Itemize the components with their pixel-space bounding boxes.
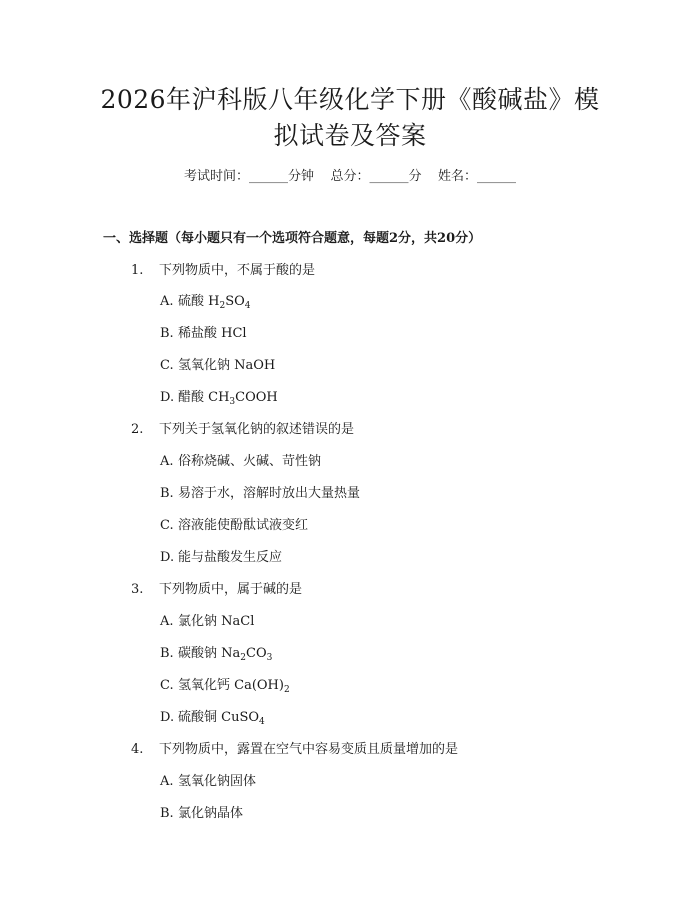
question-1 — [131, 261, 315, 281]
option-letter: A. — [160, 614, 174, 629]
option-letter: A. — [160, 294, 174, 309]
question-text: 下列物质中，露置在空气中容易变质且质量增加的是 — [159, 742, 459, 757]
option-text: 氯化钠晶体 — [178, 806, 244, 821]
question-1-option-a — [160, 292, 251, 312]
subscript: 2 — [240, 653, 246, 663]
document-title-line-2: 拟试卷及答案 — [273, 121, 427, 150]
option-letter: B. — [160, 326, 174, 341]
question-number: 2. — [131, 422, 144, 437]
question-2 — [131, 420, 354, 440]
question-3-option-d — [160, 708, 265, 728]
option-text: 氯化钠 NaCl — [178, 614, 255, 629]
subscript: 4 — [244, 301, 251, 311]
option-text-mid: SO — [225, 294, 245, 309]
option-letter: C. — [160, 678, 174, 693]
option-text: 氢氧化钠 NaOH — [178, 358, 276, 373]
option-letter: B. — [160, 646, 174, 661]
question-3 — [131, 580, 302, 600]
option-letter: B. — [160, 806, 174, 821]
question-3-option-a — [160, 612, 254, 632]
document-title-line-1: 2026年沪科版八年级化学下册《酸碱盐》模 — [100, 85, 600, 114]
option-letter: C. — [160, 358, 174, 373]
question-number: 3. — [131, 582, 144, 597]
option-text: 氢氧化钠固体 — [178, 774, 257, 789]
section-heading-multiple-choice: 一、选择题（每小题只有一个选项符合题意，每题2分，共20分） — [103, 231, 482, 246]
option-text: 硫酸 H — [178, 294, 220, 309]
option-letter: D. — [160, 390, 175, 405]
subscript: 3 — [266, 653, 273, 663]
option-text: 碳酸钠 Na — [178, 646, 241, 661]
subscript: 2 — [219, 301, 226, 311]
question-text: 下列物质中，属于碱的是 — [159, 582, 303, 597]
option-letter: D. — [160, 710, 175, 725]
option-letter: B. — [160, 486, 174, 501]
option-letter: A. — [160, 454, 174, 469]
question-2-option-c — [160, 516, 308, 536]
question-3-option-c — [160, 676, 290, 696]
option-letter: D. — [160, 550, 175, 565]
question-2-option-b — [160, 484, 360, 504]
subscript: 4 — [259, 717, 265, 727]
question-1-option-b — [160, 324, 247, 344]
question-4 — [131, 740, 458, 760]
question-number: 4. — [131, 742, 144, 757]
option-letter: C. — [160, 518, 174, 533]
option-text: 氢氧化钙 Ca(OH) — [178, 678, 284, 693]
option-text: 能与盐酸发生反应 — [178, 550, 283, 565]
subscript: 3 — [229, 397, 236, 407]
subscript: 2 — [283, 685, 290, 695]
option-text: 硫酸铜 CuSO — [178, 710, 260, 725]
question-4-option-b — [160, 804, 243, 824]
question-1-option-d — [160, 388, 278, 408]
option-text: 易溶于水，溶解时放出大量热量 — [178, 486, 361, 501]
question-3-option-b — [160, 644, 272, 664]
question-2-option-a — [160, 452, 321, 472]
option-text-mid: COOH — [235, 390, 278, 405]
question-2-option-d — [160, 548, 282, 568]
option-text: 稀盐酸 HCl — [178, 326, 247, 341]
option-text: 醋酸 CH — [178, 390, 230, 405]
option-letter: A. — [160, 774, 174, 789]
question-text: 下列关于氢氧化钠的叙述错误的是 — [159, 422, 355, 437]
question-text: 下列物质中，不属于酸的是 — [159, 263, 316, 278]
question-number: 1. — [131, 263, 144, 278]
option-text: 俗称烧碱、火碱、苛性钠 — [178, 454, 322, 469]
exam-info-line: 考试时间：______分钟 总分：______分 姓名：______ — [183, 169, 517, 184]
option-text: 溶液能使酚酞试液变红 — [178, 518, 309, 533]
question-4-option-a — [160, 772, 256, 792]
option-text-mid: CO — [246, 646, 267, 661]
question-1-option-c — [160, 356, 275, 376]
